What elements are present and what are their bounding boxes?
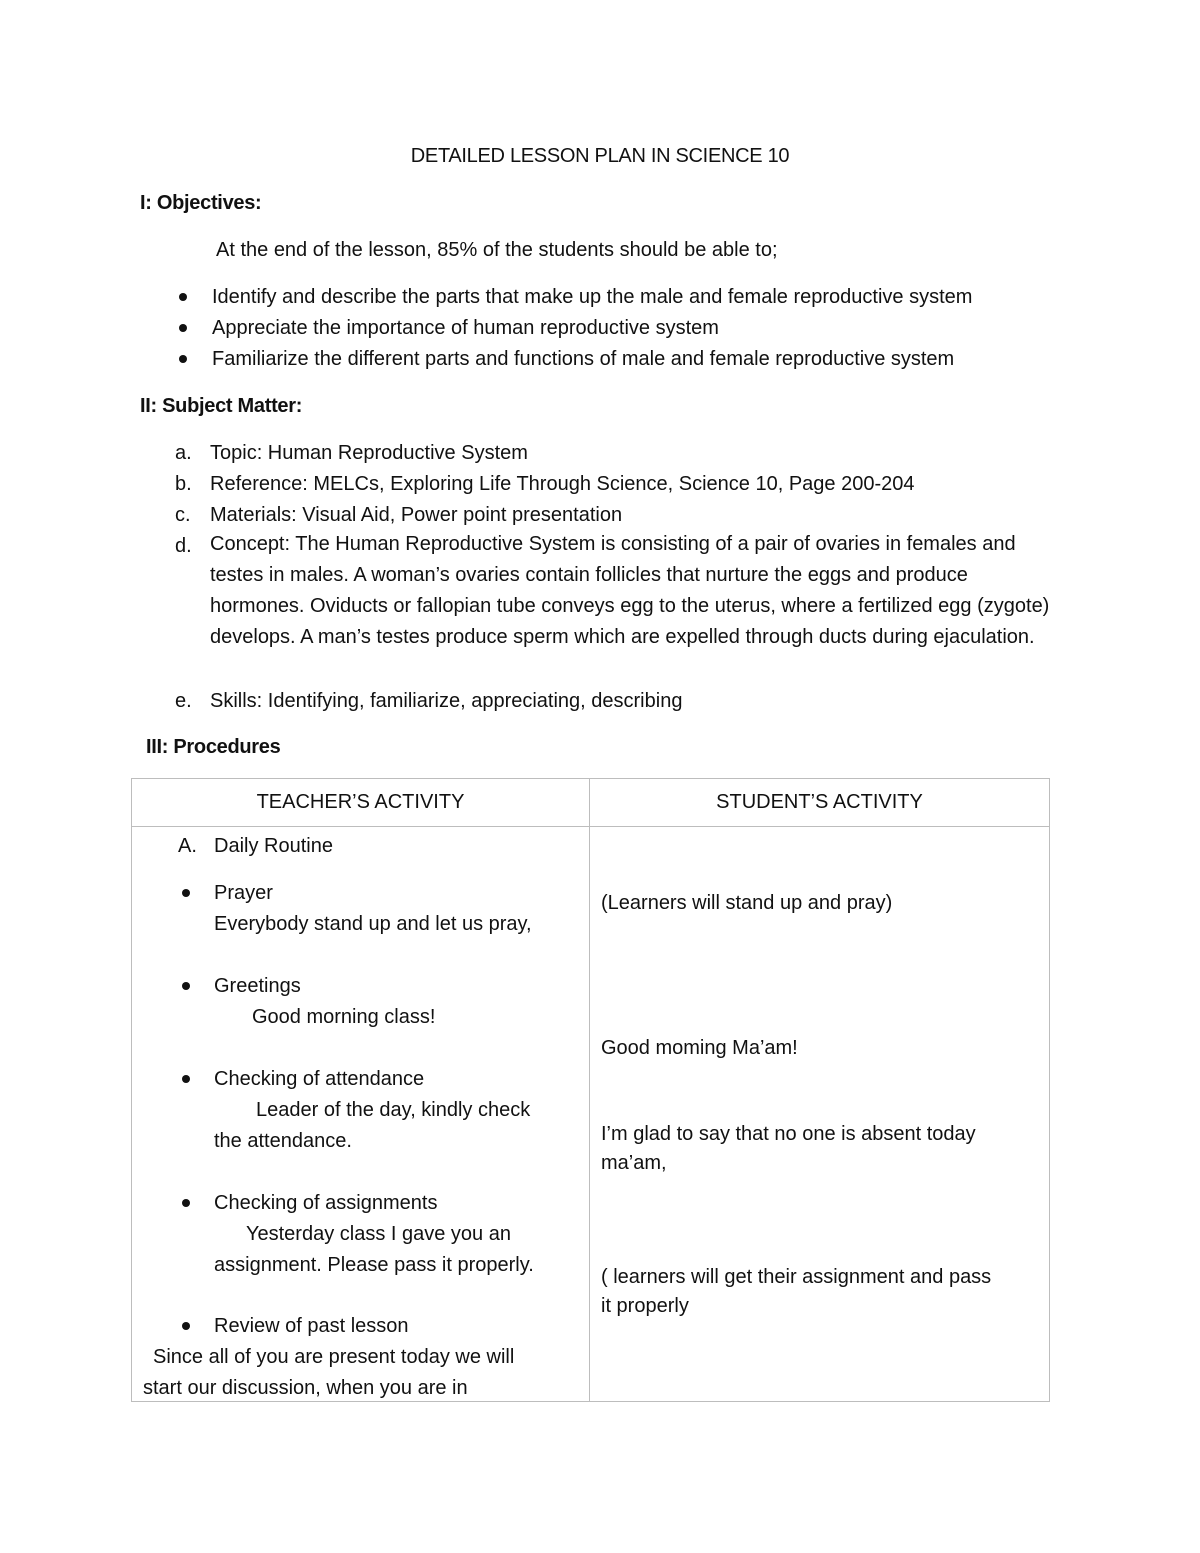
list-marker: b. — [175, 473, 192, 495]
subject-reference: Reference: MELCs, Exploring Life Through Science, Science 10, Page 200-204 — [210, 473, 915, 495]
objectives-heading: I: Objectives: — [140, 192, 262, 214]
procedures-heading: III: Procedures — [146, 736, 281, 758]
bullet-icon — [182, 982, 190, 990]
student-column-label: STUDENT’S ACTIVITY — [716, 791, 923, 813]
list-marker: a. — [175, 442, 192, 464]
list-marker: d. — [175, 535, 192, 557]
objective-item: Familiarize the different parts and functions of male and female reproductive system — [212, 348, 955, 370]
teacher-activity-cell — [132, 827, 590, 1402]
teacher-column-header — [132, 779, 590, 827]
bullet-icon — [182, 1322, 190, 1330]
subject-concept: Concept: The Human Reproductive System is consisting of a pair of ovaries in females and testes in males. A woman’s ovaries contain follicles that nurture the eggs and produce hormones. Oviducts or fallopian tube conveys egg to the uterus, where a fertilized egg (zygote) develops. A man’s testes produce sperm which are expelled through ducts during ejaculation. — [210, 533, 1050, 648]
student-attendance: I’m glad to say that no one is absent today — [601, 1123, 976, 1145]
student-column-header — [590, 779, 1050, 827]
bullet-icon — [182, 1075, 190, 1083]
attendance-text: the attendance. — [214, 1130, 352, 1152]
subject-skills: Skills: Identifying, familiarize, appreciating, describing — [210, 690, 683, 712]
greetings-text: Good morning class! — [252, 1006, 436, 1028]
objectives-intro: At the end of the lesson, 85% of the students should be able to; — [216, 239, 778, 261]
list-marker: e. — [175, 690, 192, 712]
bullet-icon — [182, 889, 190, 897]
student-assignment: it properly — [601, 1295, 689, 1317]
teacher-column-label: TEACHER’S ACTIVITY — [256, 791, 465, 813]
review-title: Review of past lesson — [214, 1315, 409, 1337]
student-prayer: (Learners will stand up and pray) — [601, 892, 893, 914]
attendance-text: Leader of the day, kindly check — [256, 1099, 531, 1121]
bullet-icon — [179, 293, 187, 301]
attendance-title: Checking of attendance — [214, 1068, 425, 1090]
objective-item: Identify and describe the parts that make up the male and female reproductive system — [212, 286, 973, 308]
table-header-row — [132, 779, 1050, 827]
bullet-icon — [179, 355, 187, 363]
prayer-title: Prayer — [214, 882, 273, 904]
review-text: Since all of you are present today we will — [153, 1346, 515, 1368]
subject-materials: Materials: Visual Aid, Power point presentation — [210, 504, 623, 526]
assignments-text: Yesterday class I gave you an — [246, 1223, 511, 1245]
assignments-text: assignment. Please pass it properly. — [214, 1254, 534, 1276]
objective-item: Appreciate the importance of human reproductive system — [212, 317, 719, 339]
table-row — [132, 827, 1050, 1402]
subject-matter-heading: II: Subject Matter: — [140, 395, 303, 417]
student-attendance: ma’am, — [601, 1152, 667, 1174]
page-title: DETAILED LESSON PLAN IN SCIENCE 10 — [410, 145, 790, 167]
student-assignment: ( learners will get their assignment and pass — [601, 1266, 992, 1288]
prayer-text: Everybody stand up and let us pray, — [214, 913, 532, 935]
greetings-title: Greetings — [214, 975, 301, 997]
section-marker: A. — [178, 835, 197, 857]
student-greeting: Good moming Ma’am! — [601, 1037, 798, 1059]
bullet-icon — [179, 324, 187, 332]
procedures-table — [131, 778, 1050, 1402]
list-marker: c. — [175, 504, 191, 526]
student-activity-cell — [590, 827, 1050, 1402]
review-text: start our discussion, when you are in — [143, 1377, 468, 1399]
subject-topic: Topic: Human Reproductive System — [210, 442, 528, 464]
bullet-icon — [182, 1199, 190, 1207]
assignments-title: Checking of assignments — [214, 1192, 438, 1214]
daily-routine-title: Daily Routine — [214, 835, 333, 857]
